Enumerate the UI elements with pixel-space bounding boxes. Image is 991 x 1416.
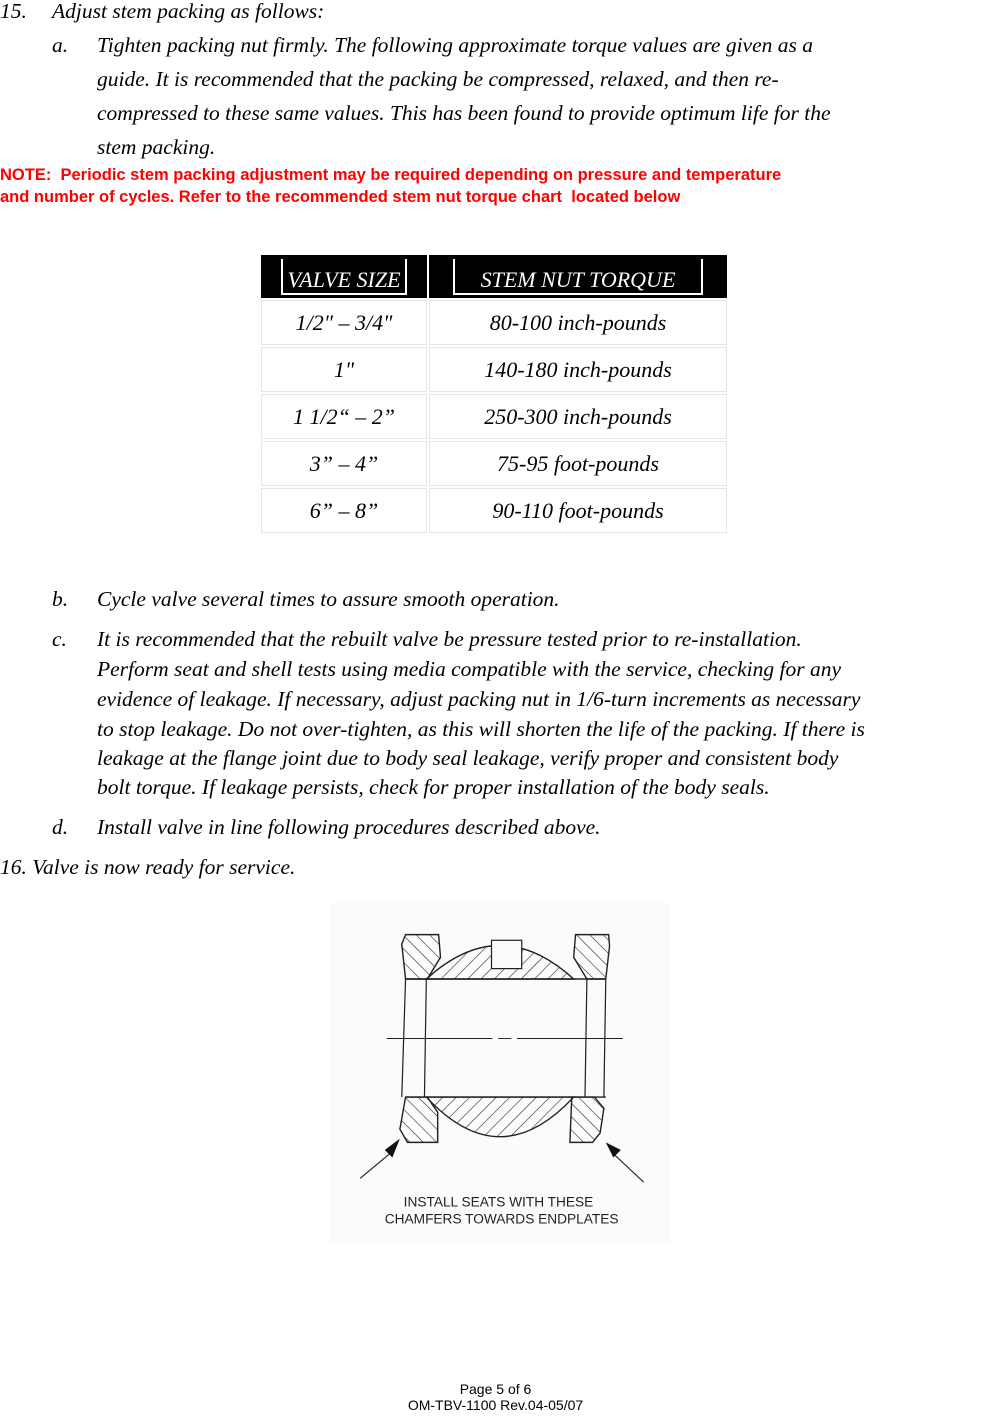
table-row [261,300,727,345]
step-b-label: b. [52,587,69,611]
step-15-text: Adjust stem packing as follows: [52,0,325,23]
table-row [261,441,727,486]
table-header-row [261,255,727,298]
step-c-label: c. [52,627,67,651]
step-a-line: compressed to these same values. This has been found to provide optimum life for the [97,101,831,125]
note-line: NOTE: Periodic stem packing adjustment may be required depending on pressure and temperature [0,166,782,184]
step-c-line: Perform seat and shell tests using media compatible with the service, checking for any [97,657,841,681]
cell-valve-size: 1/2" – 3/4" [261,300,427,345]
header-valve-size [261,255,427,298]
table-row [261,347,727,392]
step-c-line: It is recommended that the rebuilt valve be pressure tested prior to re-installation. [97,627,802,651]
header-valve-size-label: VALVE SIZE [281,259,406,295]
step-a-line: Tighten packing nut firmly. The following approximate torque values are given as a [97,33,813,57]
step-d-label: d. [52,815,69,839]
step-b-text: Cycle valve several times to assure smooth operation. [97,587,560,611]
step-a-line: guide. It is recommended that the packing be compressed, relaxed, and then re- [97,67,779,91]
cell-valve-size: 6” – 8” [261,488,427,533]
cell-valve-size: 1" [261,347,427,392]
step-15-number: 15. [0,0,27,23]
torque-table [259,253,729,535]
note-warning [0,164,991,208]
step-c-line: evidence of leakage. If necessary, adjust packing nut in 1/6-turn increments as necessary [97,687,861,711]
cell-torque: 80-100 inch-pounds [429,300,727,345]
step-a-label: a. [52,33,69,57]
cell-torque: 75-95 foot-pounds [429,441,727,486]
document-id: OM-TBV-1100 Rev.04-05/07 [407,1397,584,1413]
cell-valve-size: 3” – 4” [261,441,427,486]
step-d-text: Install valve in line following procedures described above. [97,815,601,839]
cell-torque: 90-110 foot-pounds [429,488,727,533]
note-line: and number of cycles. Refer to the recommended stem nut torque chart located below [0,188,681,206]
cell-torque: 140-180 inch-pounds [429,347,727,392]
figure-caption-line: CHAMFERS TOWARDS ENDPLATES [384,1211,619,1227]
step-c-line: bolt torque. If leakage persists, check for proper installation of the body seals. [97,775,770,799]
valve-seat-drawing [330,900,670,1245]
step-16-text: 16. Valve is now ready for service. [0,855,296,879]
step-c-line: to stop leakage. Do not over-tighten, as this will shorten the life of the packing. If there is [97,717,865,741]
header-stem-nut-torque-label: STEM NUT TORQUE [453,259,704,295]
table-row [261,488,727,533]
step-c-line: leakage at the flange joint due to body seal leakage, verify proper and consistent body [97,746,839,770]
step-a-line: stem packing. [97,135,216,159]
ball-valve-cross-section-icon [330,900,670,1245]
table-row [261,394,727,439]
figure-caption-line: INSTALL SEATS WITH THESE [403,1194,594,1210]
cell-torque: 250-300 inch-pounds [429,394,727,439]
header-stem-nut-torque [429,255,727,298]
page-number: Page 5 of 6 [459,1381,532,1397]
cell-valve-size: 1 1/2“ – 2” [261,394,427,439]
